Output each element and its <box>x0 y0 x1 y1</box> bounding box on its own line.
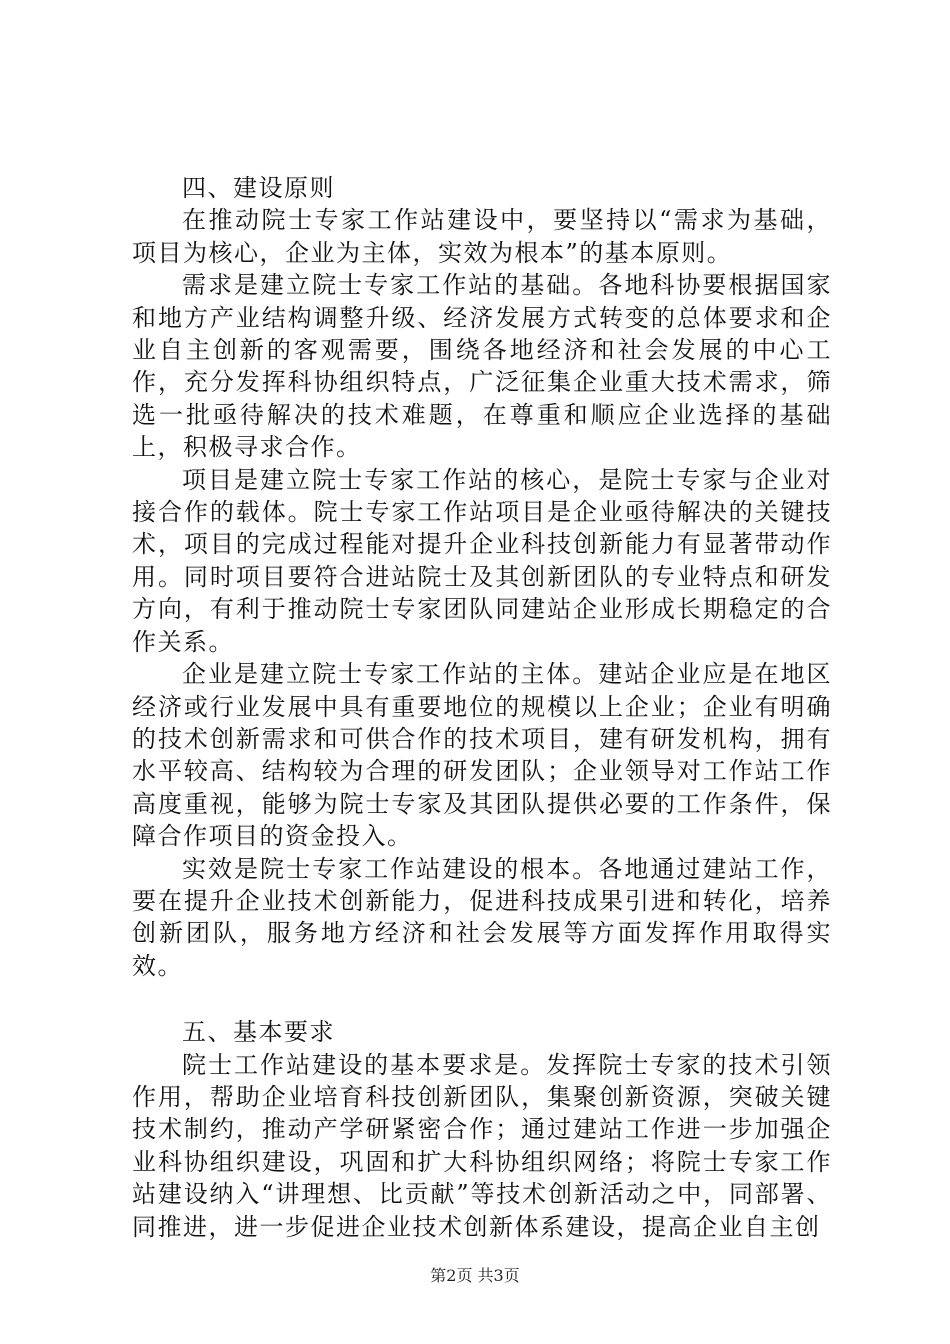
paragraph-demand: 需求是建立院士专家工作站的基础。各地科协要根据国家和地方产业结构调整升级、经济发展方式转变的总体要求和企业自主创新的客观需要，围绕各地经济和社会发展的中心工作，充分发挥科协组织特点，广泛征集企业重大技术需求，筛选一批亟待解决的技术难题，在尊重和顺应企业选择的基础上，积极寻求合作。 <box>132 271 832 462</box>
paragraph-project: 项目是建立院士专家工作站的核心，是院士专家与企业对接合作的载体。院士专家工作站项目是企业亟待解决的关键技术，项目的完成过程能对提升企业科技创新能力有显著带动作用。同时项目要符合进站院士及其创新团队的专业特点和研发方向，有利于推动院士专家团队同建站企业形成长期稳定的合作关系。 <box>132 465 832 656</box>
paragraph-effectiveness: 实效是院士专家工作站建设的根本。各地通过建站工作，要在提升企业技术创新能力，促进科技成果引进和转化，培养创新团队，服务地方经济和社会发展等方面发挥作用取得实效。 <box>132 854 832 980</box>
page-number-footer: 第2页 共3页 <box>430 1266 520 1285</box>
section-heading-requirements: 五、基本要求 <box>182 1018 335 1047</box>
paragraph-requirements: 院士工作站建设的基本要求是。发挥院士专家的技术引领作用，帮助企业培育科技创新团队，集聚创新资源，突破关键技术制约，推动产学研紧密合作；通过建站工作进一步加强企业科协组织建设，巩固和扩大科协组织网络；将院士专家工作站建设纳入“讲理想、比贡献”等技术创新活动之中，同部署、同推进，进一步促进企业技术创新体系建设，提高企业自主创 <box>132 1050 832 1241</box>
paragraph-principles-intro: 在推动院士专家工作站建设中，要坚持以“需求为基础，项目为核心，企业为主体，实效为根本”的基本原则。 <box>132 206 832 267</box>
paragraph-enterprise: 企业是建立院士专家工作站的主体。建站企业应是在地区经济或行业发展中具有重要地位的规模以上企业；企业有明确的技术创新需求和可供合作的技术项目，建有研发机构，拥有水平较高、结构较为合理的研发团队；企业领导对工作站工作高度重视，能够为院士专家及其团队提供必要的工作条件，保障合作项目的资金投入。 <box>132 660 832 851</box>
document-body <box>132 172 832 1243</box>
section-spacer <box>132 982 832 1016</box>
section-heading-principles: 四、建设原则 <box>182 174 335 202</box>
